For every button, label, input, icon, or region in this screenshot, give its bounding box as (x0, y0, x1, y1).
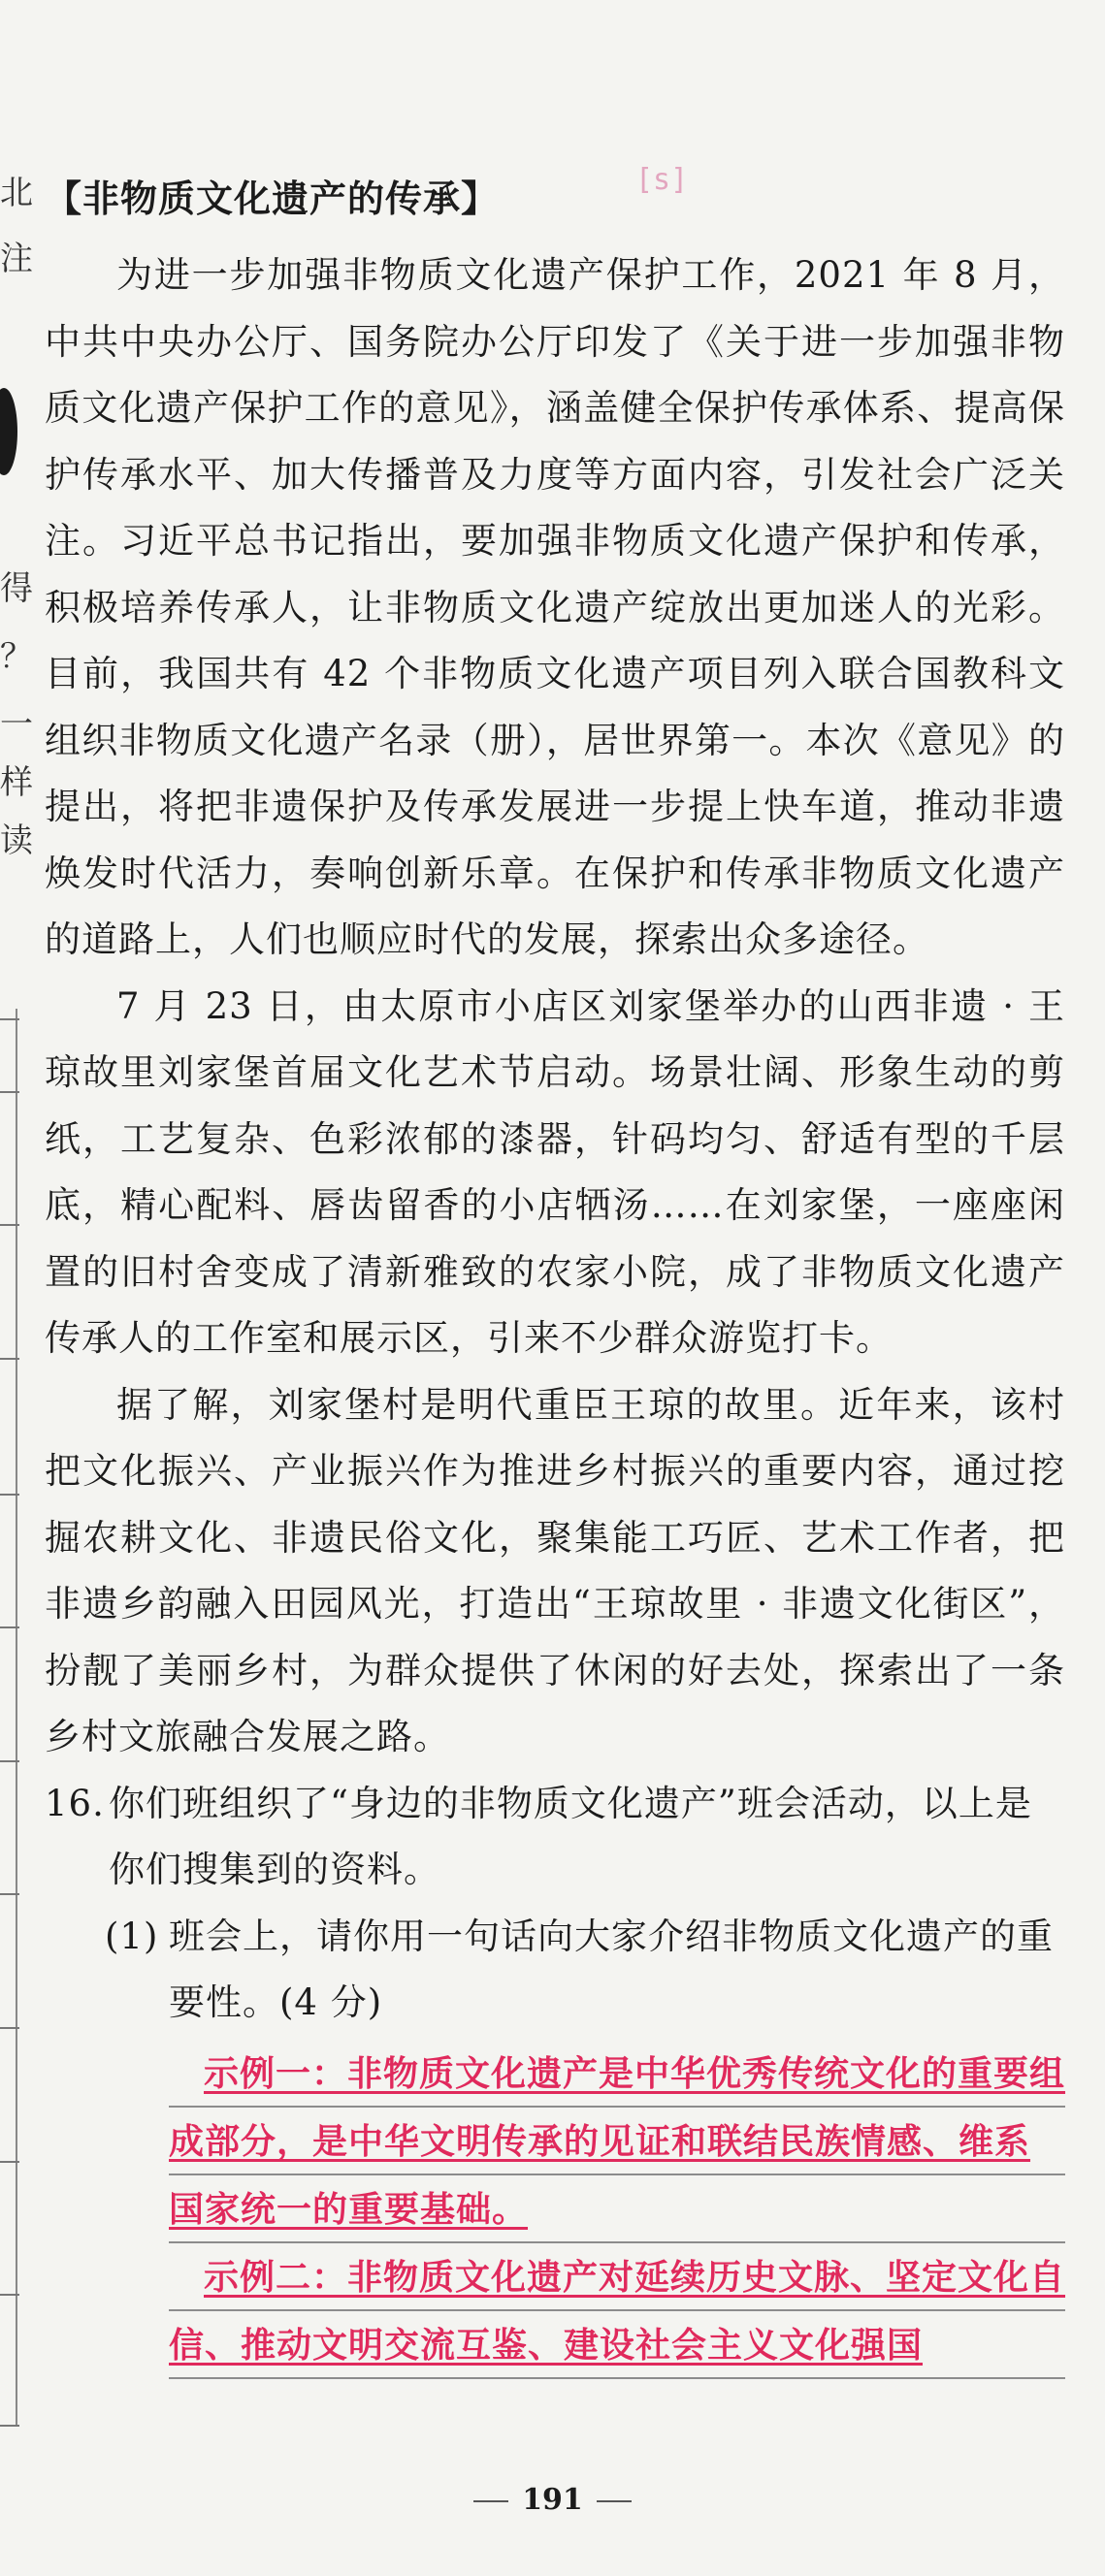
sub-question-1 (45, 1904, 1065, 2037)
answer-example-1 (169, 2041, 1065, 2244)
paragraph: 为进一步加强非物质文化遗产保护工作，2021 年 8 月，中共中央办公厅、国务院办公厅印发了《关于进一步加强非物质文化遗产保护工作的意见》，涵盖健全保护传承体系、提高保护传承水平、加大传播普及力度等方面内容，引发社会广泛关注。习近平总书记指出，要加强非物质文化遗产保护和传承，积极培养传承人，让非物质文化遗产绽放出更加迷人的光彩。目前，我国共有 42 个非物质文化遗产项目列入联合国教科文组织非物质文化遗产名录（册），居世界第一。本次《意见》的提出，将把非遗保护及传承发展进一步提上快车道，推动非遗焕发时代活力，奏响创新乐章。在保护和传承非物质文化遗产的道路上，人们也顺应时代的发展，探索出众多途径。 (45, 254, 1065, 960)
answer-example-2 (169, 2244, 1065, 2380)
margin-rule (0, 2425, 19, 2427)
margin-char: 得 (0, 569, 33, 608)
margin-rule (0, 1626, 19, 1628)
margin-char: ？ (0, 637, 33, 676)
section-title: 【非物质文化遗产的传承】 (45, 177, 500, 220)
page-number-dash (597, 2500, 632, 2502)
margin-rule (0, 2161, 19, 2163)
facing-page-margin (0, 0, 33, 2576)
answer-text: 示例二：非物质文化遗产对延续历史文脉、坚定文化自信、推动文明交流互鉴、建设社会主义文化强国 (169, 2257, 1066, 2366)
question-text: 你们班组织了“身边的非物质文化遗产”班会活动，以上是你们搜集到的资料。 (109, 1782, 1032, 1890)
paragraph: 据了解，刘家堡村是明代重臣王琼的故里。近年来，该村把文化振兴、产业振兴作为推进乡村振兴的重要内容，通过挖掘农耕文化、非遗民俗文化，聚集能工巧匠、艺术工作者，把非遗乡韵融入田园风光，打造出“王琼故里 · 非遗文化街区”，扮靓了美丽乡村，为群众提供了休闲的好去处，探索出了一条乡村文旅融合发展之路。 (45, 1383, 1065, 1757)
margin-line (16, 1009, 17, 2425)
paragraph: 7 月 23 日，由太原市小店区刘家堡举办的山西非遗 · 王琼故里刘家堡首届文化艺术节启动。场景壮阔、形象生动的剪纸，工艺复杂、色彩浓郁的漆器，针码均匀、舒适有型的千层底，精心配料、唇齿留香的小店牺汤……在刘家堡，一座座闲置的旧村舍变成了清新雅致的农家小院，成了非物质文化遗产传承人的工作室和展示区，引来不少群众游览打卡。 (45, 984, 1065, 1359)
margin-rule (0, 2027, 19, 2029)
answer-text: 示例一：非物质文化遗产是中华优秀传统文化的重要组成部分，是中华文明传承的见证和联结民族情感、维系国家统一的重要基础。 (169, 2053, 1066, 2230)
page-number (0, 2483, 1105, 2517)
margin-rule (0, 1224, 19, 1226)
margin-rule (0, 1091, 19, 1093)
question-16 (45, 1771, 1065, 1904)
margin-rule (0, 1494, 19, 1496)
question-number: 16. (45, 1782, 105, 1824)
sub-question-text: 班会上，请你用一句话向大家介绍非物质文化遗产的重要性。(4 分) (169, 1915, 1054, 2023)
margin-rule (0, 2294, 19, 2296)
margin-rule (0, 1760, 19, 1762)
margin-rule (0, 1893, 19, 1895)
margin-char: 一 (0, 705, 33, 744)
faint-stamp-mark: [s] (635, 163, 689, 197)
margin-char: 样 (0, 763, 33, 802)
page-number-dash (473, 2500, 508, 2502)
margin-char: 注 (0, 240, 33, 278)
margin-rule (0, 1018, 19, 1020)
page-number-value: 191 (522, 2483, 583, 2517)
page-content (45, 173, 1065, 2380)
margin-binding-hole (0, 388, 17, 475)
margin-char: 读 (0, 821, 33, 860)
sub-question-number: (1) (105, 1915, 159, 1957)
margin-rule (0, 1358, 19, 1360)
answer-area (169, 2041, 1065, 2380)
margin-char: 北 (0, 174, 33, 212)
